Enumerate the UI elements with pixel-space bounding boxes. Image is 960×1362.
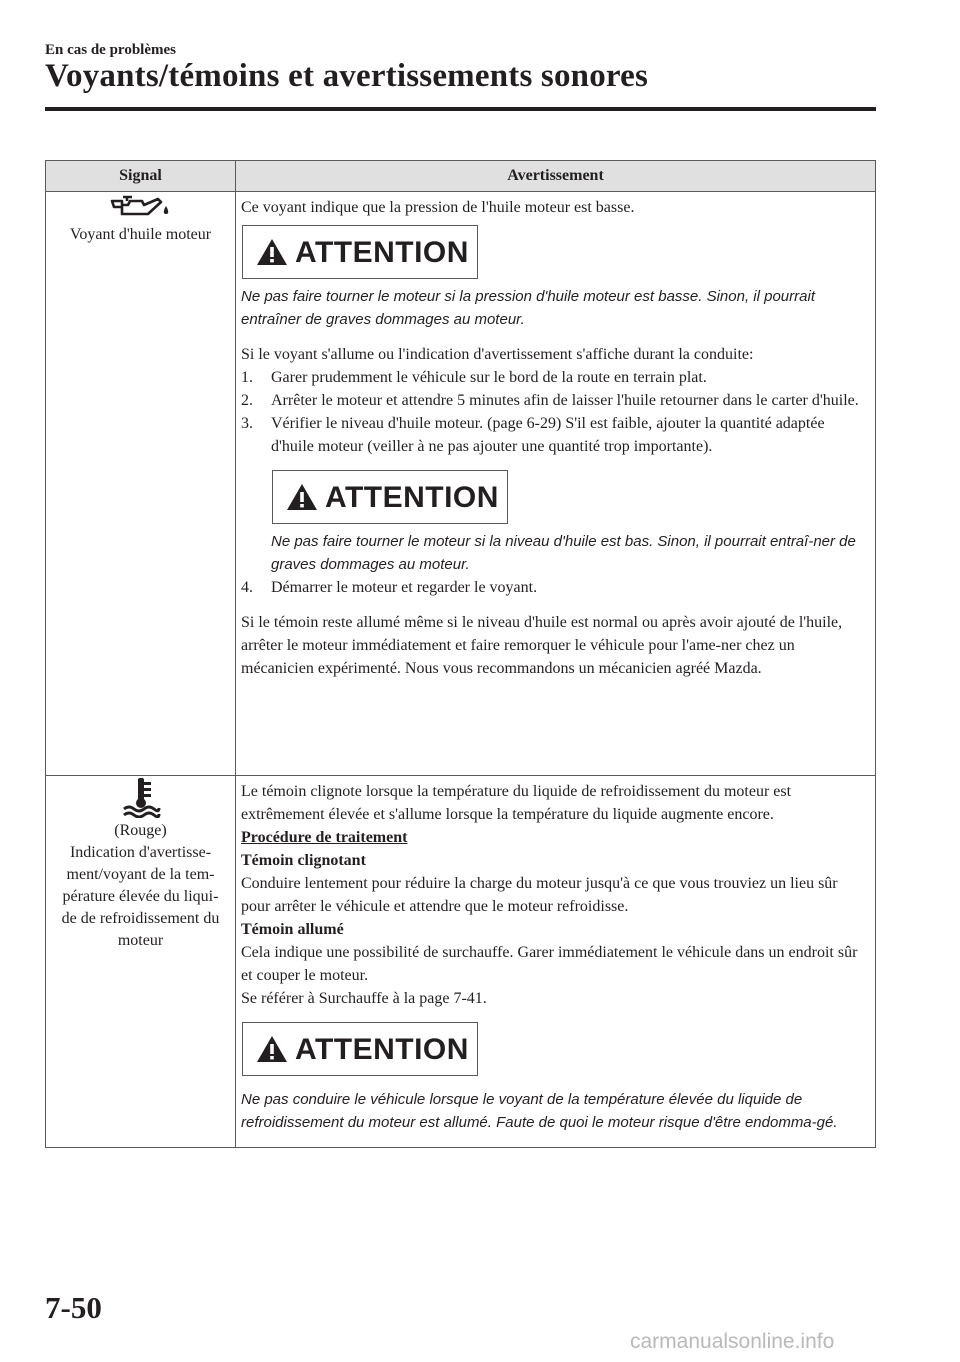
attention-text: Ne pas faire tourner le moteur si la pression d'huile moteur est basse. Sinon, il pourrait entraîner de graves dommages au moteur. [241,288,815,328]
list-item: 3. Vérifier le niveau d'huile moteur. (page 6-29) S'il est faible, ajouter la quantité adaptée d'huile moteur (veiller à ne pas ajouter une quantité trop importante). ATTENTION Ne pas faire tourner le moteur si la niveau d'huile est bas. Sinon, il pourrait entraî-ner de graves dommages au moteur. [241,412,869,576]
signal-cell-coolant [46,776,236,1148]
table-header-row [46,161,876,192]
column-header-signal: Signal [46,161,236,192]
warning-triangle-icon [255,1034,289,1064]
warning-triangle-icon [285,482,319,512]
intro-text: Le témoin clignote lorsque la température du liquide de refroidissement du moteur est extrêmement élevée et s'allume lorsque la température du liquide augmente encore. [241,783,792,823]
procedure-heading: Procédure de traitement [241,829,408,846]
section-label: En cas de problèmes [45,42,176,58]
blink-heading: Témoin clignotant [241,852,366,869]
coolant-temperature-icon [121,776,161,818]
attention-label: ATTENTION [325,480,499,514]
signal-label: pérature élevée du liqui- [62,888,219,905]
reference-text: Se référer à Surchauffe à la page 7-41. [241,990,487,1007]
signal-label: Indication d'avertisse- [69,844,212,861]
column-header-warning: Avertissement [236,161,876,192]
page-title: Voyants/témoins et avertissements sonores [45,58,649,94]
attention-label: ATTENTION [295,235,469,269]
warning-triangle-icon [255,237,289,267]
list-item: 4. Démarrer le moteur et regarder le voyant. [241,579,538,596]
warning-table [45,160,876,1148]
blink-text: Conduire lentement pour réduire la charge du moteur jusqu'à ce que vous trouviez un lieu sûr pour arrêter le véhicule et attendre que le moteur refroidisse. [241,875,838,915]
table-row [46,192,876,776]
warning-cell-coolant [236,776,876,1148]
procedure-intro: Si le voyant s'allume ou l'indication d'avertissement s'affiche durant la conduite: [241,346,754,363]
attention-label: ATTENTION [295,1032,469,1066]
lit-text: Cela indique une possibilité de surchauffe. Garer immédiatement le véhicule dans un endroit sûr et couper le moteur. [241,944,858,984]
list-item: 1. Garer prudemment le véhicule sur le bord de la route en terrain plat. [241,369,707,386]
attention-box [272,470,508,524]
title-rule [45,107,876,111]
signal-cell-oil [46,192,236,776]
closing-text: Si le témoin reste allumé même si le niveau d'huile est normal ou après avoir ajouté de l'huile, arrêter le moteur immédiatement et faire remorquer le véhicule pour l'ame-ner chez un mécanicien expérimenté. Nous vous recommandons un mécanicien agréé Mazda. [241,614,843,677]
signal-label: de de refroidissement du [61,910,220,927]
lit-heading: Témoin allumé [241,921,344,938]
signal-label: ment/voyant de la tem- [66,866,215,883]
step-list [241,366,869,599]
oil-can-icon [108,192,174,222]
attention-text: Ne pas faire tourner le moteur si la niveau d'huile est bas. Sinon, il pourrait entraî-ner de graves dommages au moteur. [271,533,856,573]
signal-label: moteur [117,932,164,949]
warning-cell-oil [236,192,876,776]
attention-box [242,225,478,279]
attention-box [242,1022,478,1076]
attention-text: Ne pas conduire le véhicule lorsque le voyant de la température élevée du liquide de refroidissement du moteur est allumé. Faute de quoi le moteur risque d'être endomma-gé. [241,1091,838,1131]
table-row [46,776,876,1148]
signal-label: (Rouge) [114,822,167,839]
watermark: carmanualsonline.info [630,1330,835,1353]
signal-label: Voyant d'huile moteur [69,226,212,243]
intro-text: Ce voyant indique que la pression de l'huile moteur est basse. [241,199,635,216]
list-item: 2. Arrêter le moteur et attendre 5 minutes afin de laisser l'huile retourner dans le carter d'huile. [241,392,859,409]
page-number: 7-50 [45,1290,102,1325]
